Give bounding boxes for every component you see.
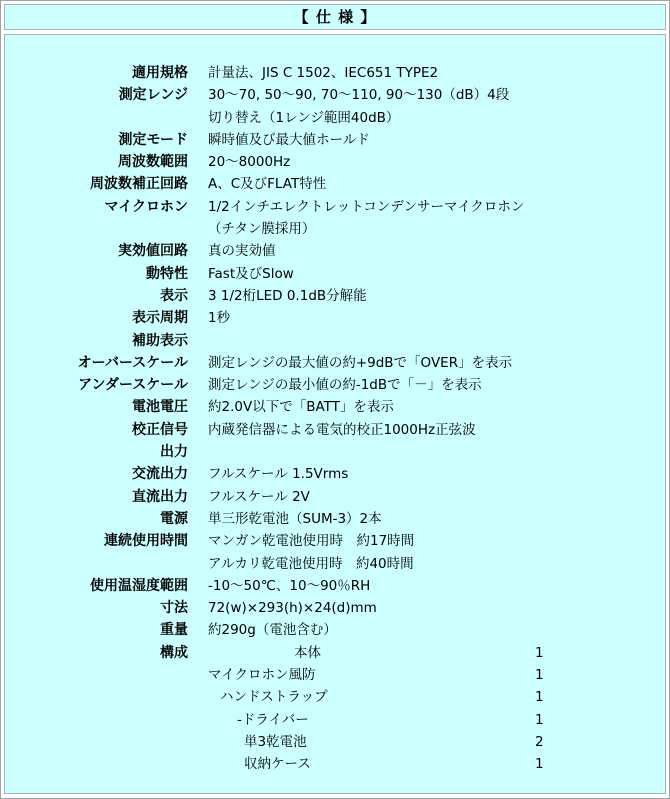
spec-value: 20～8000Hz bbox=[208, 154, 291, 171]
spec-row bbox=[5, 330, 665, 352]
spec-label: 電池電圧 bbox=[132, 399, 188, 416]
spec-row bbox=[5, 307, 665, 329]
spec-row bbox=[5, 218, 665, 240]
component-name: マイクロホン風防 bbox=[208, 667, 316, 684]
spec-row bbox=[5, 240, 665, 262]
spec-value: A、C及びFLAT特性 bbox=[208, 176, 327, 193]
spec-row bbox=[5, 129, 665, 151]
spec-label: オーバースケール bbox=[77, 354, 188, 371]
spec-value: 内蔵発信器による電気的校正1000Hz正弦波 bbox=[208, 421, 476, 438]
spec-row bbox=[5, 419, 665, 441]
spec-row bbox=[5, 575, 665, 597]
spec-label: 表示周期 bbox=[132, 310, 188, 327]
component-qty: 1 bbox=[535, 667, 544, 684]
spec-label: 校正信号 bbox=[132, 421, 188, 438]
spec-row bbox=[5, 84, 665, 106]
spec-row bbox=[5, 486, 665, 508]
spec-content bbox=[4, 34, 666, 794]
spec-value: アルカリ乾電池使用時 約40時間 bbox=[208, 555, 414, 572]
spec-label: 連続使用時間 bbox=[104, 533, 188, 550]
spec-label: 重量 bbox=[160, 622, 188, 639]
component-row bbox=[5, 642, 665, 664]
spec-value: 1/2インチエレクトレットコンデンサーマイクロホン bbox=[208, 198, 525, 215]
spec-row bbox=[5, 508, 665, 530]
spec-label: 周波数補正回路 bbox=[90, 176, 188, 193]
spec-label: 適用規格 bbox=[132, 65, 188, 81]
spec-row bbox=[5, 441, 665, 463]
spec-value: 3 1/2桁LED 0.1dB分解能 bbox=[208, 287, 367, 304]
spec-label: 寸法 bbox=[160, 600, 188, 617]
spec-value: 約2.0V以下で「BATT」を表示 bbox=[208, 399, 394, 416]
component-name: 収納ケース bbox=[244, 756, 311, 773]
spec-label: 補助表示 bbox=[132, 332, 188, 349]
spec-label: 表示 bbox=[160, 287, 188, 304]
spec-value: フルスケール 2V bbox=[208, 488, 310, 505]
spec-row bbox=[5, 62, 665, 84]
spec-label: 動特性 bbox=[146, 265, 188, 282]
spec-value: -10～50℃、10～90％RH bbox=[208, 577, 371, 594]
spec-row bbox=[5, 374, 665, 396]
spec-row bbox=[5, 553, 665, 575]
spec-row bbox=[5, 463, 665, 485]
component-qty: 1 bbox=[535, 689, 544, 706]
spec-value: 約290g（電池含む） bbox=[208, 622, 337, 639]
spec-value: 瞬時値及び最大値ホールド bbox=[208, 131, 370, 148]
spec-title: 【 仕 様 】 bbox=[4, 4, 666, 30]
component-qty: 2 bbox=[535, 733, 544, 750]
spec-row bbox=[5, 619, 665, 641]
component-qty: 1 bbox=[535, 756, 544, 773]
spec-row bbox=[5, 352, 665, 374]
spec-value: （チタン膜採用） bbox=[208, 221, 316, 238]
component-name: 単3乾電池 bbox=[244, 733, 307, 750]
spec-row bbox=[5, 263, 665, 285]
spec-value: 測定レンジの最大値の約+9dBで「OVER」を表示 bbox=[208, 354, 513, 371]
spec-label: 使用温湿度範囲 bbox=[90, 577, 188, 594]
component-row bbox=[5, 753, 665, 775]
spec-label: 出力 bbox=[160, 444, 188, 461]
spec-row bbox=[5, 151, 665, 173]
spec-label: 周波数範囲 bbox=[118, 154, 188, 171]
spec-label: 交流出力 bbox=[132, 466, 188, 483]
spec-value: マンガン乾電池使用時 約17時間 bbox=[208, 533, 415, 550]
spec-row bbox=[5, 285, 665, 307]
spec-row bbox=[5, 173, 665, 195]
spec-row bbox=[5, 107, 665, 129]
component-qty: 1 bbox=[535, 711, 544, 728]
spec-row bbox=[5, 530, 665, 552]
spec-label: 電源 bbox=[160, 510, 188, 527]
spec-label: 測定モード bbox=[118, 131, 188, 148]
spec-value: 単三形乾電池（SUM-3）2本 bbox=[208, 510, 382, 527]
spec-label: 実効値回路 bbox=[118, 243, 188, 260]
components-label: 構成 bbox=[160, 644, 188, 661]
component-name: ハンドストラップ bbox=[220, 689, 328, 706]
spec-row bbox=[5, 196, 665, 218]
spec-value: 30～70, 50～90, 70～110, 90～130（dB）4段 bbox=[208, 87, 510, 104]
component-name: -ドライバー bbox=[237, 711, 309, 728]
component-qty: 1 bbox=[535, 644, 544, 661]
spec-row bbox=[5, 597, 665, 619]
component-row bbox=[5, 731, 665, 753]
component-row bbox=[5, 709, 665, 731]
spec-row bbox=[5, 396, 665, 418]
spec-label: アンダースケール bbox=[78, 377, 188, 394]
spec-value: 測定レンジの最小値の約-1dBで「－」を表示 bbox=[208, 377, 482, 394]
component-name: 本体 bbox=[294, 644, 321, 661]
component-row bbox=[5, 686, 665, 708]
spec-value: 真の実効値 bbox=[208, 243, 276, 260]
component-row bbox=[5, 664, 665, 686]
spec-value: 1秒 bbox=[208, 310, 231, 327]
spec-value: 72(w)×293(h)×24(d)mm bbox=[208, 600, 377, 617]
spec-label: 測定レンジ bbox=[118, 87, 188, 104]
spec-value: Fast及びSlow bbox=[208, 265, 294, 282]
spec-label: 直流出力 bbox=[132, 488, 188, 505]
spec-list bbox=[5, 62, 665, 776]
spec-value: 計量法、JIS C 1502、IEC651 TYPE2 bbox=[208, 65, 439, 81]
spec-value: フルスケール 1.5Vrms bbox=[208, 466, 349, 483]
spec-value: 切り替え（1レンジ範囲40dB） bbox=[208, 109, 400, 126]
spec-label: マイクロホン bbox=[104, 198, 188, 215]
